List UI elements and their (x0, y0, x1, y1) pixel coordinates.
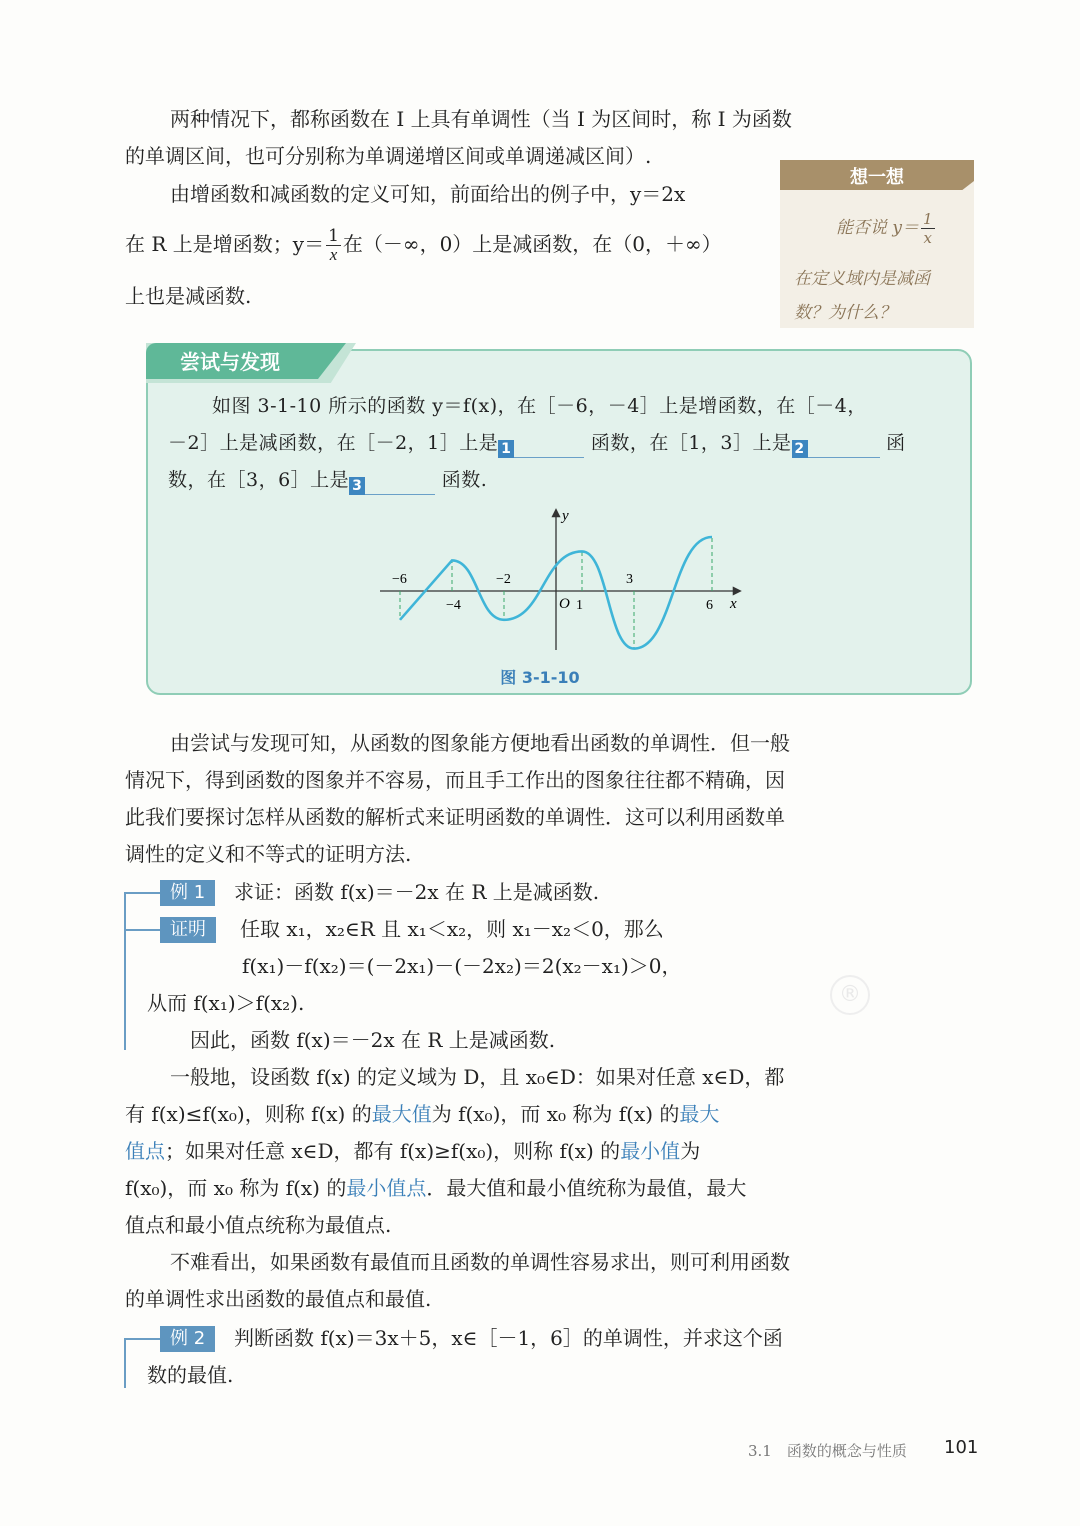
fraction-1-over-x (326, 227, 341, 264)
explore-line2-b: 函数，在［1，3］上是 (590, 432, 792, 454)
para4-line5: 值点和最小值点统称为最值点. (125, 1213, 392, 1237)
explore-line2-a: －2］上是减函数，在［－2，1］上是 (168, 432, 499, 454)
example1-bracket-top (124, 892, 160, 894)
explore-line2 (168, 428, 906, 458)
para2-line3: 上也是减函数. (125, 284, 252, 308)
think-box (780, 160, 974, 328)
example1-tag: 例 1 (160, 880, 215, 906)
fraction-denominator: x (329, 245, 338, 264)
para3-line4: 调性的定义和不等式的证明方法. (125, 842, 412, 866)
para2-line2-a: 在 R 上是增函数；y＝ (125, 232, 325, 256)
explore-line2-c: 函 (886, 432, 906, 454)
think-line3: 数？为什么？ (794, 303, 896, 323)
think-fraction (921, 210, 935, 247)
explore-line1: 如图 3-1-10 所示的函数 y＝f(x)，在［－6，－4］上是增函数，在［－4， (212, 395, 867, 417)
function-graph (370, 500, 750, 660)
example2-bracket (124, 1338, 126, 1388)
fraction-numerator: 1 (328, 226, 339, 246)
para4-line3 (125, 1133, 700, 1170)
para2-line2-b: 在（－∞，0）上是减函数，在（0，＋∞） (342, 232, 722, 256)
explore-line3-a: 数，在［3，6］上是 (168, 469, 350, 491)
para3-line3: 此我们要探讨怎样从函数的解析式来证明函数的单调性．这可以利用函数单 (125, 805, 785, 829)
para4-line4 (125, 1170, 746, 1207)
answer-blank-2[interactable] (792, 433, 880, 458)
proof-line3: 从而 f(x₁)＞f(x₂). (147, 991, 305, 1015)
proof-line4: 因此，函数 f(x)＝－2x 在 R 上是减函数. (190, 1028, 556, 1052)
y-axis-label: y (562, 508, 569, 524)
origin-label: O (559, 596, 570, 612)
example2-tag: 例 2 (160, 1326, 215, 1352)
x-tick-label: 3 (626, 572, 633, 587)
proof-bracket-tick (124, 929, 160, 931)
para4-line2-a: 有 f(x)≤f(x₀)，则称 f(x) 的 (125, 1102, 372, 1126)
proof-line1: 任取 x₁，x₂∈R 且 x₁＜x₂，则 x₁－x₂＜0，那么 (240, 917, 664, 941)
para4-line1: 一般地，设函数 f(x) 的定义域为 D，且 x₀∈D：如果对任意 x∈D，都 (170, 1065, 785, 1089)
term-max-value: 最大值 (371, 1102, 432, 1126)
x-tick-label: −6 (392, 572, 407, 587)
example1-text: 求证：函数 f(x)＝－2x 在 R 上是减函数. (234, 880, 600, 904)
para5-line1: 不难看出，如果函数有最值而且函数的单调性容易求出，则可利用函数 (170, 1250, 790, 1274)
para4-line4-b: ．最大值和最小值统称为最值，最大 (426, 1176, 747, 1200)
proof-line2: f(x₁)－f(x₂)＝(－2x₁)－(－2x₂)＝2(x₂－x₁)＞0， (242, 954, 682, 978)
x-axis-label: x (730, 596, 737, 612)
figure-caption: 图 3-1-10 (500, 668, 580, 687)
para1-line2: 的单调区间，也可分别称为单调递增区间或单调递减区间）. (125, 144, 652, 168)
explore-title: 尝试与发现 (180, 350, 280, 374)
x-tick-label: −2 (496, 572, 511, 587)
explore-line3 (168, 465, 487, 495)
think-line1-a: 能否说 y＝ (836, 218, 920, 238)
think-title: 想一想 (850, 167, 904, 188)
footer-section: 3.1 函数的概念与性质 (748, 1442, 907, 1460)
think-line1 (836, 210, 937, 247)
answer-blank-3[interactable] (349, 470, 435, 495)
example1-bracket (124, 892, 126, 1050)
think-fraction-numerator: 1 (923, 210, 933, 228)
x-tick-label: −4 (446, 598, 461, 613)
para2-line1: 由增函数和减函数的定义可知，前面给出的例子中，y＝2x (170, 182, 686, 206)
example2-line1: 判断函数 f(x)＝3x＋5，x∈［－1，6］的单调性，并求这个函 (234, 1326, 783, 1350)
think-line2: 在定义域内是减函 (794, 269, 930, 289)
x-tick-label: 6 (706, 598, 713, 613)
registered-watermark: ® (830, 975, 870, 1015)
answer-blank-1[interactable] (498, 433, 584, 458)
explore-line3-b: 函数. (441, 469, 488, 491)
para1-line1: 两种情况下，都称函数在 I 上具有单调性（当 I 为区间时，称 I 为函数 (170, 107, 792, 131)
x-tick-label: 1 (576, 598, 583, 613)
para3-line2: 情况下，得到函数的图象并不容易，而且手工作出的图象往往都不精确，因 (125, 768, 785, 792)
proof-tag: 证明 (160, 917, 216, 943)
para4-line3-b: 为 (680, 1139, 701, 1163)
example2-line2: 数的最值. (147, 1363, 234, 1387)
term-min-point: 最小值点 (346, 1176, 427, 1200)
example2-bracket-top (124, 1338, 160, 1340)
para3-line1: 由尝试与发现可知，从函数的图象能方便地看出函数的单调性．但一般 (170, 731, 790, 755)
term-max-point-b: 值点 (125, 1139, 165, 1163)
blank-number-3: 3 (349, 477, 365, 495)
term-max-point-a: 最大 (679, 1102, 720, 1126)
blank-number-2: 2 (792, 440, 808, 458)
term-min-value: 最小值 (620, 1139, 681, 1163)
para4-line2 (125, 1096, 719, 1133)
para4-line3-a: ；如果对任意 x∈D，都有 f(x)≥f(x₀)，则称 f(x) 的 (165, 1139, 621, 1163)
para4-line4-a: f(x₀)，而 x₀ 称为 f(x) 的 (125, 1176, 347, 1200)
page-number: 101 (944, 1437, 979, 1458)
para4-line2-b: 为 f(x₀)，而 x₀ 称为 f(x) 的 (431, 1102, 680, 1126)
blank-number-1: 1 (498, 440, 514, 458)
para2-line2 (125, 226, 722, 264)
para5-line2: 的单调性求出函数的最值点和最值. (125, 1287, 432, 1311)
think-fraction-denominator: x (923, 229, 933, 247)
